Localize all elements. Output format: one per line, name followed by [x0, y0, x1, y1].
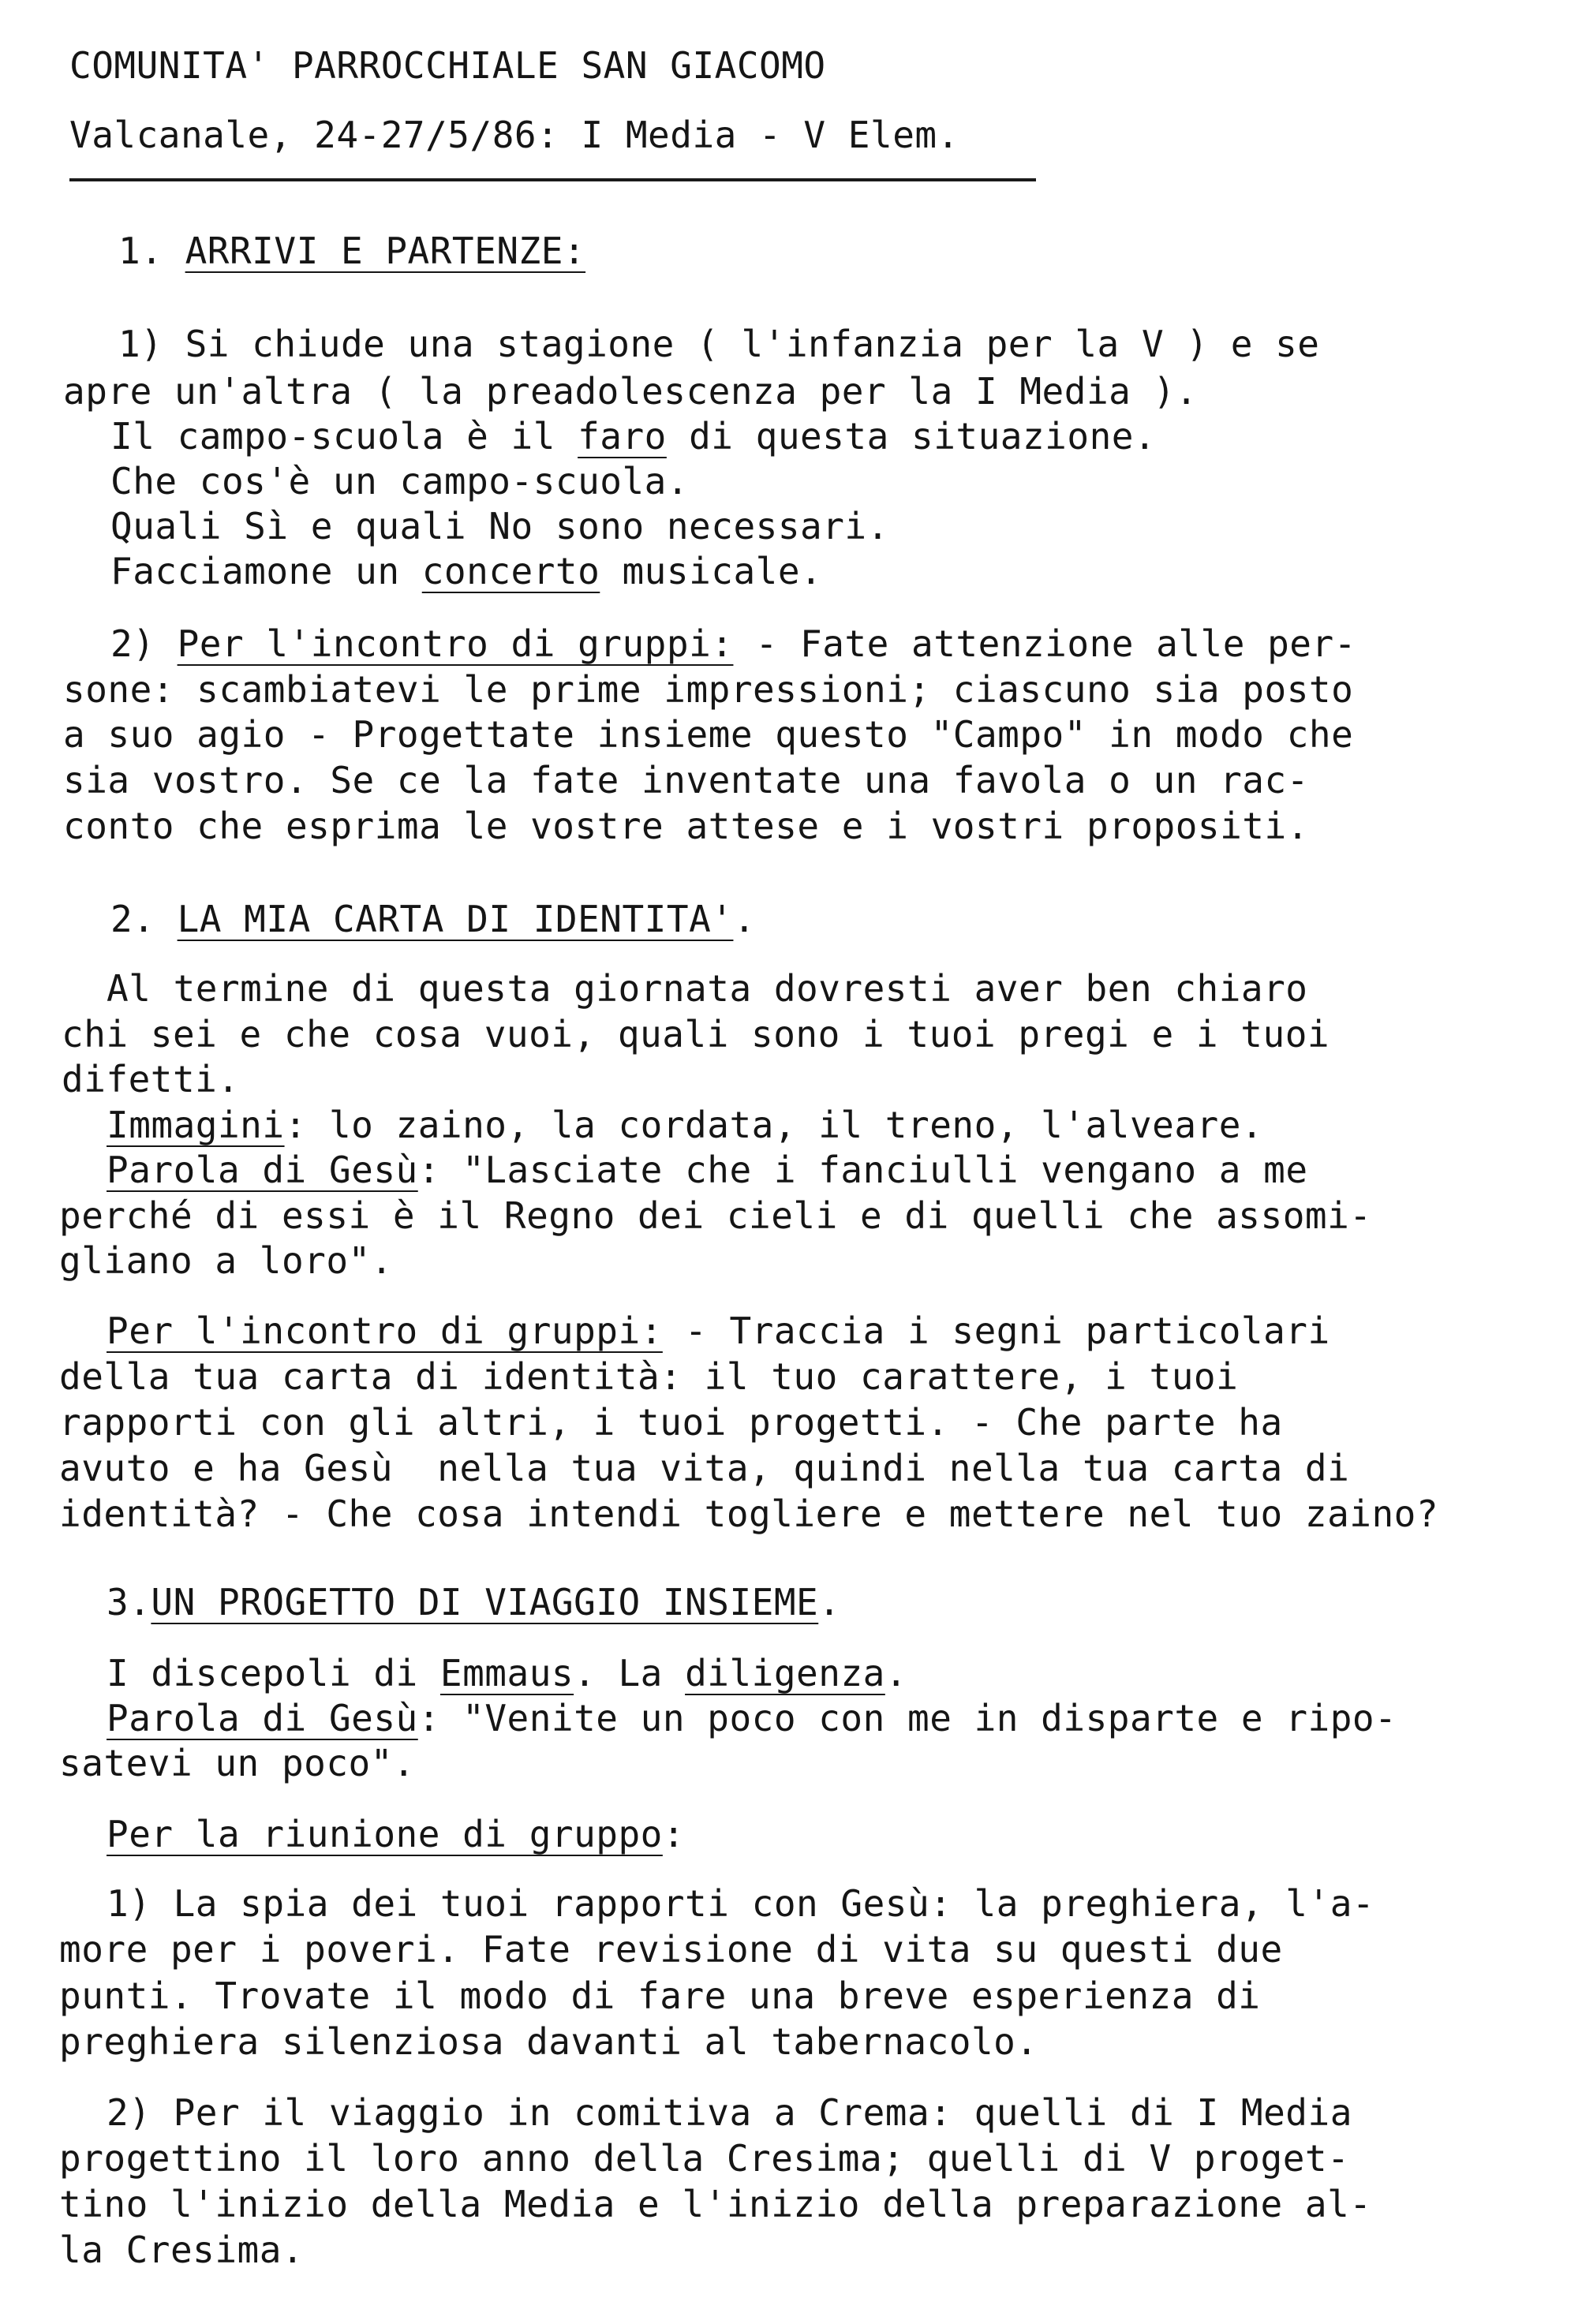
s3-meeting-heading: Per la riunione di gruppo:: [107, 1813, 686, 1855]
s1-p1-line6: Facciamone un concerto musicale.: [110, 550, 823, 592]
s1-p1-line1: 1) Si chiude una stagione ( l'infanzia per la V ) e se: [118, 323, 1320, 365]
s3-word-line1: Parola di Gesù: "Venite un poco con me in disparte e ripo-: [107, 1697, 1397, 1739]
s1-p2-line4: sia vostro. Se ce la fate inventate una favola o un rac-: [63, 759, 1309, 801]
s3-p1-line2: more per i poveri. Fate revisione di vita su questi due: [59, 1928, 1283, 1971]
s2-word-line2: perché di essi è il Regno dei cieli e di quelli che assomi-: [59, 1194, 1372, 1237]
section-3-heading: 3.UN PROGETTO DI VIAGGIO INSIEME.: [107, 1581, 841, 1623]
s3-p2-line4: la Cresima.: [59, 2229, 305, 2271]
s2-word-line1: Parola di Gesù: "Lasciate che i fanciulli vengano a me: [107, 1149, 1308, 1191]
s2-intro-line2: chi sei e che cosa vuoi, quali sono i tuoi pregi e i tuoi: [62, 1013, 1330, 1056]
s3-disciples-line: I discepoli di Emmaus. La diligenza.: [107, 1652, 908, 1694]
s2-group-line3: rapporti con gli altri, i tuoi progetti. - Che parte ha: [59, 1401, 1283, 1444]
camp-dates: Valcanale, 24-27/5/86: I Media - V Elem.: [69, 114, 959, 156]
s1-p1-line2: apre un'altra ( la preadolescenza per la I Media ).: [63, 370, 1198, 413]
s2-intro-line1: Al termine di questa giornata dovresti aver ben chiaro: [107, 967, 1308, 1010]
s1-p2-line3: a suo agio - Progettate insieme questo "Campo" in modo che: [63, 713, 1354, 756]
s3-p1-line3: punti. Trovate il modo di fare una breve esperienza di: [59, 1975, 1261, 2017]
s2-group-line1: Per l'incontro di gruppi: - Traccia i segni particolari: [107, 1310, 1330, 1352]
s2-intro-line3: difetti.: [62, 1058, 240, 1100]
s2-group-line4: avuto e ha Gesù nella tua vita, quindi nella tua carta di: [59, 1447, 1350, 1489]
s1-p1-line4: Che cos'è un campo-scuola.: [110, 460, 690, 503]
s1-p1-line5: Quali Sì e quali No sono necessari.: [110, 505, 889, 547]
s2-word-line3: gliano a loro".: [59, 1239, 393, 1282]
s3-p2-line2: progettino il loro anno della Cresima; quelli di V proget-: [59, 2137, 1350, 2180]
s2-group-line2: della tua carta di identità: il tuo carattere, i tuoi: [59, 1355, 1239, 1398]
header-rule: [69, 178, 1036, 181]
s3-p1-line4: preghiera silenziosa davanti al tabernacolo.: [59, 2020, 1038, 2063]
parish-title: COMUNITA' PARROCCHIALE SAN GIACOMO: [69, 44, 826, 87]
s3-p1-line1: 1) La spia dei tuoi rapporti con Gesù: la preghiera, l'a-: [107, 1882, 1375, 1925]
s1-p2-line2: sone: scambiatevi le prime impressioni; ciascuno sia posto: [63, 668, 1354, 711]
s3-word-line2: satevi un poco".: [59, 1742, 416, 1784]
s1-p2-line5: conto che esprima le vostre attese e i vostri propositi.: [63, 805, 1309, 847]
s1-p1-line3: Il campo-scuola è il faro di questa situazione.: [110, 415, 1157, 458]
s1-p2-line1: 2) Per l'incontro di gruppi: - Fate attenzione alle per-: [110, 622, 1356, 665]
section-2-heading: 2. LA MIA CARTA DI IDENTITA'.: [110, 898, 756, 940]
s3-p2-line1: 2) Per il viaggio in comitiva a Crema: quelli di I Media: [107, 2091, 1352, 2134]
s3-p2-line3: tino l'inizio della Media e l'inizio della preparazione al-: [59, 2183, 1372, 2225]
s2-group-line5: identità? - Che cosa intendi togliere e mettere nel tuo zaino?: [59, 1493, 1439, 1535]
s2-images: Immagini: lo zaino, la cordata, il treno, l'alveare.: [107, 1104, 1264, 1146]
section-1-heading: 1. ARRIVI E PARTENZE:: [118, 230, 586, 272]
